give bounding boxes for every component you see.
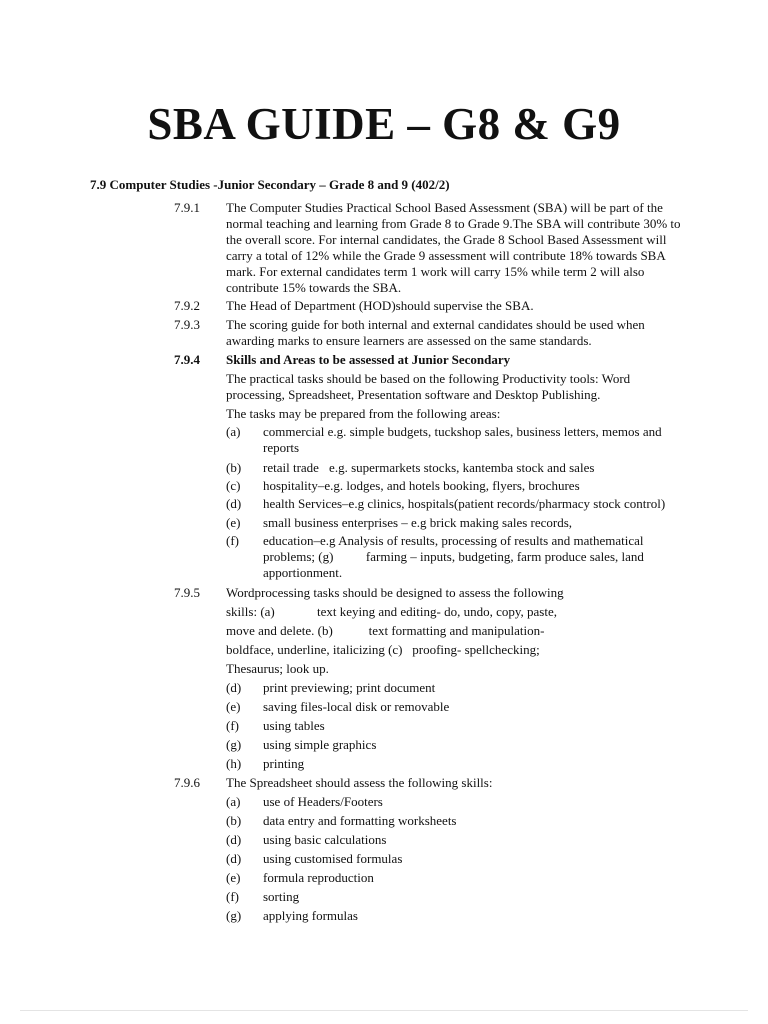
- list-item-label: (d): [226, 851, 242, 866]
- list-item: using simple graphics: [263, 737, 377, 752]
- list-item: retail trade e.g. supermarkets stocks, kantemba stock and sales: [263, 460, 595, 475]
- list-item-label: (e): [226, 515, 241, 530]
- list-item-label: (f): [226, 889, 239, 904]
- list-item: commercial e.g. simple budgets, tuckshop sales, business letters, memos and: [263, 424, 662, 439]
- paragraph-line: Thesaurus; look up.: [226, 661, 329, 676]
- paragraph-line: normal teaching and learning from Grade 8 to Grade 9.The SBA will contribute 30% to: [226, 216, 681, 231]
- paragraph-line: awarding marks to ensure learners are assessed on the same standards.: [226, 333, 592, 348]
- section-heading: 7.9 Computer Studies -Junior Secondary – Grade 8 and 9 (402/2): [90, 177, 450, 192]
- list-item-label: (b): [226, 813, 242, 828]
- list-item-label: (f): [226, 533, 239, 548]
- list-item-label: (e): [226, 699, 241, 714]
- list-item: print previewing; print document: [263, 680, 436, 695]
- paragraph-line: The Head of Department (HOD)should supervise the SBA.: [226, 298, 534, 313]
- paragraph-line: contribute 15% towards the SBA.: [226, 280, 402, 295]
- paragraph-line: carry a total of 12% while the Grade 9 assessment will contribute 18% towards SBA: [226, 248, 666, 263]
- list-item: hospitality–e.g. lodges, and hotels booking, flyers, brochures: [263, 478, 580, 493]
- paragraph-line: processing, Spreadsheet, Presentation software and Desktop Publishing.: [226, 387, 601, 402]
- list-item-label: (d): [226, 832, 242, 847]
- paragraph-line: The tasks may be prepared from the following areas:: [226, 406, 501, 421]
- list-item: using basic calculations: [263, 832, 387, 847]
- list-item: saving files-local disk or removable: [263, 699, 450, 714]
- list-item: use of Headers/Footers: [263, 794, 383, 809]
- list-item-label: (d): [226, 496, 242, 511]
- list-item-label: (c): [226, 478, 241, 493]
- page-bottom-divider: [20, 1010, 748, 1011]
- paragraph-line: The practical tasks should be based on the following Productivity tools: Word: [226, 371, 631, 386]
- list-item: education–e.g Analysis of results, processing of results and mathematical: [263, 533, 644, 548]
- section-number: 7.9.3: [174, 317, 200, 332]
- paragraph-line: skills: (a) text keying and editing- do, undo, copy, paste,: [226, 604, 557, 619]
- list-item-label: (h): [226, 756, 242, 771]
- section-number: 7.9.5: [174, 585, 200, 600]
- list-item: using tables: [263, 718, 325, 733]
- list-item-label: (e): [226, 870, 241, 885]
- section-number: 7.9.6: [174, 775, 200, 790]
- paragraph-line: the overall score. For internal candidates, the Grade 8 School Based Assessment will: [226, 232, 667, 247]
- paragraph-line: The Computer Studies Practical School Based Assessment (SBA) will be part of the: [226, 200, 663, 215]
- list-item-label: (a): [226, 424, 241, 439]
- list-item: applying formulas: [263, 908, 358, 923]
- list-item: data entry and formatting worksheets: [263, 813, 457, 828]
- section-number: 7.9.4: [174, 352, 200, 367]
- section-number: 7.9.1: [174, 200, 200, 215]
- list-item: apportionment.: [263, 565, 343, 580]
- list-item: using customised formulas: [263, 851, 403, 866]
- list-item: health Services–e.g clinics, hospitals(patient records/pharmacy stock control): [263, 496, 666, 511]
- paragraph-line: The Spreadsheet should assess the following skills:: [226, 775, 493, 790]
- section-subtitle: Skills and Areas to be assessed at Junior Secondary: [226, 352, 511, 367]
- list-item-label: (a): [226, 794, 241, 809]
- list-item: formula reproduction: [263, 870, 374, 885]
- paragraph-line: The scoring guide for both internal and external candidates should be used when: [226, 317, 645, 332]
- list-item-label: (b): [226, 460, 242, 475]
- list-item: sorting: [263, 889, 300, 904]
- list-item: problems; (g) farming – inputs, budgeting, farm produce sales, land: [263, 549, 644, 564]
- paragraph-line: boldface, underline, italicizing (c) proofing- spellchecking;: [226, 642, 540, 657]
- list-item-label: (g): [226, 908, 242, 923]
- section-number: 7.9.2: [174, 298, 200, 313]
- paragraph-line: mark. For external candidates term 1 work will carry 15% while term 2 will also: [226, 264, 645, 279]
- list-item-label: (g): [226, 737, 242, 752]
- list-item: reports: [263, 440, 300, 455]
- paragraph-line: Wordprocessing tasks should be designed to assess the following: [226, 585, 564, 600]
- paragraph-line: move and delete. (b) text formatting and manipulation-: [226, 623, 545, 638]
- list-item: printing: [263, 756, 305, 771]
- page-title: SBA GUIDE – G8 & G9: [147, 99, 621, 149]
- list-item-label: (f): [226, 718, 239, 733]
- list-item: small business enterprises – e.g brick making sales records,: [263, 515, 573, 530]
- list-item-label: (d): [226, 680, 242, 695]
